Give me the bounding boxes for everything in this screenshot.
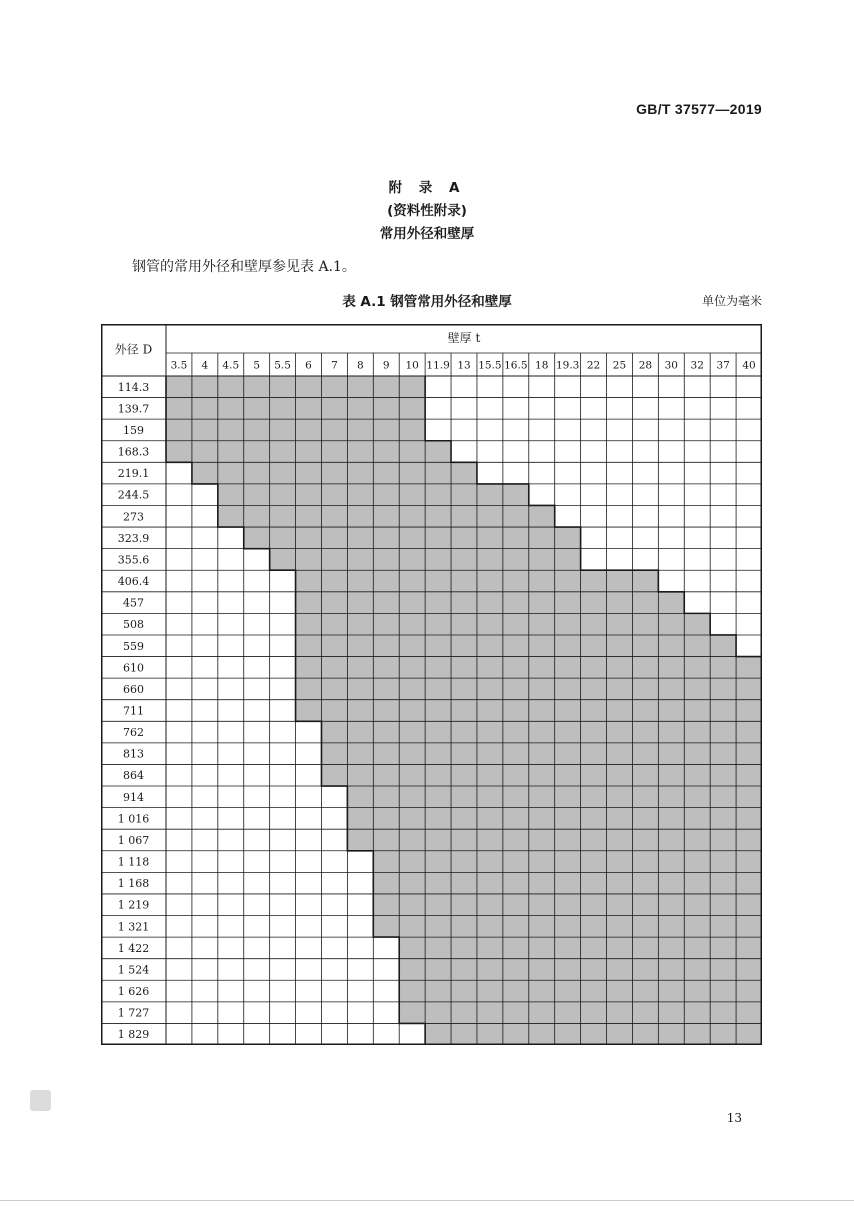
col-header-cell: 16.5 <box>504 359 528 372</box>
col-header-cell: 4.5 <box>222 359 240 372</box>
row-label-cell: 1 422 <box>117 941 150 955</box>
row-header-outer-diameter: 外径 D <box>114 342 153 357</box>
page-bottom-line <box>0 1200 854 1201</box>
shaded-range-row-25 <box>373 916 762 938</box>
col-header-cell: 4 <box>201 359 209 372</box>
row-label-cell: 139.7 <box>117 402 150 416</box>
page-tab-marker <box>30 1090 51 1111</box>
row-label-cell: 406.4 <box>117 575 150 589</box>
table-caption: 表 A.1 钢管常用外径和壁厚 <box>342 294 512 310</box>
row-label-cell: 355.6 <box>117 553 150 567</box>
col-header-cell: 18 <box>535 359 549 372</box>
shaded-range-row-22 <box>373 851 762 873</box>
col-header-cell: 32 <box>690 359 704 372</box>
row-label-cell: 159 <box>123 423 144 437</box>
shaded-range-row-6 <box>218 505 555 527</box>
shaded-range-row-16 <box>321 721 762 743</box>
row-label-cell: 1 219 <box>117 898 150 912</box>
row-label-cell: 864 <box>123 769 144 783</box>
shaded-range-row-17 <box>321 743 762 765</box>
row-label-cell: 219.1 <box>117 467 150 481</box>
shaded-range-row-23 <box>373 872 762 894</box>
row-label-cell: 457 <box>123 596 144 610</box>
standard-code: GB/T 37577—2019 <box>636 101 762 117</box>
row-label-cell: 610 <box>123 661 144 675</box>
row-label-cell: 1 016 <box>117 812 150 826</box>
col-header-wall-thickness: 壁厚 t <box>447 331 481 345</box>
row-label-cell: 1 524 <box>117 963 150 977</box>
col-header-cell: 8 <box>357 359 364 372</box>
col-header-cell: 9 <box>382 359 390 372</box>
col-header-cell: 11.9 <box>426 359 450 372</box>
annex-type: (资料性附录) <box>387 203 467 219</box>
col-header-cell: 7 <box>331 359 338 372</box>
row-label-cell: 813 <box>123 747 144 761</box>
row-label-cell: 660 <box>123 682 144 696</box>
row-label-cell: 1 321 <box>117 920 150 934</box>
col-header-cell: 25 <box>612 359 627 372</box>
row-label-cell: 914 <box>123 790 144 804</box>
col-header-cell: 19.3 <box>555 359 580 372</box>
row-label-cell: 559 <box>123 639 144 653</box>
shaded-range-row-4 <box>192 462 477 484</box>
row-label-cell: 762 <box>123 726 144 740</box>
intro-paragraph: 钢管的常用外径和壁厚参见表 A.1。 <box>132 259 356 275</box>
col-header-cell: 5 <box>253 359 261 372</box>
page-number: 13 <box>726 1111 742 1125</box>
row-label-cell: 1 118 <box>117 855 150 869</box>
col-header-cell: 15.5 <box>478 359 502 372</box>
col-header-cell: 37 <box>716 359 730 372</box>
row-label-cell: 1 626 <box>117 985 150 999</box>
row-label-cell: 273 <box>123 510 144 524</box>
row-label-cell: 508 <box>123 618 144 632</box>
row-label-cell: 323.9 <box>117 531 150 545</box>
annex-title: 附 录 A <box>388 180 466 196</box>
col-header-cell: 5.5 <box>274 359 291 372</box>
row-label-cell: 168.3 <box>117 445 150 459</box>
shaded-range-row-24 <box>373 894 762 916</box>
row-label-cell: 244.5 <box>117 488 150 502</box>
row-label-cell: 1 168 <box>117 877 150 891</box>
table-unit: 单位为毫米 <box>701 294 762 308</box>
shaded-range-row-10 <box>296 592 685 614</box>
col-header-cell: 6 <box>305 359 312 372</box>
row-label-cell: 1 727 <box>117 1006 150 1020</box>
col-header-cell: 28 <box>638 359 653 372</box>
annex-subtitle: 常用外径和壁厚 <box>379 226 475 242</box>
col-header-cell: 22 <box>586 359 601 372</box>
col-header-cell: 13 <box>457 359 471 372</box>
thickness-table <box>101 324 762 1045</box>
col-header-cell: 3.5 <box>170 359 188 372</box>
row-label-cell: 1 829 <box>117 1028 150 1042</box>
col-header-cell: 40 <box>742 359 756 372</box>
shaded-range-row-30 <box>425 1023 762 1045</box>
shaded-range-row-12 <box>296 635 737 657</box>
shaded-range-row-3 <box>166 441 451 463</box>
shaded-range-row-7 <box>244 527 581 549</box>
row-label-cell: 711 <box>123 704 144 718</box>
col-header-cell: 30 <box>664 359 678 372</box>
row-label-cell: 114.3 <box>117 380 150 394</box>
row-label-cell: 1 067 <box>117 833 150 847</box>
col-header-cell: 10 <box>405 359 419 372</box>
shaded-range-row-18 <box>321 764 762 786</box>
